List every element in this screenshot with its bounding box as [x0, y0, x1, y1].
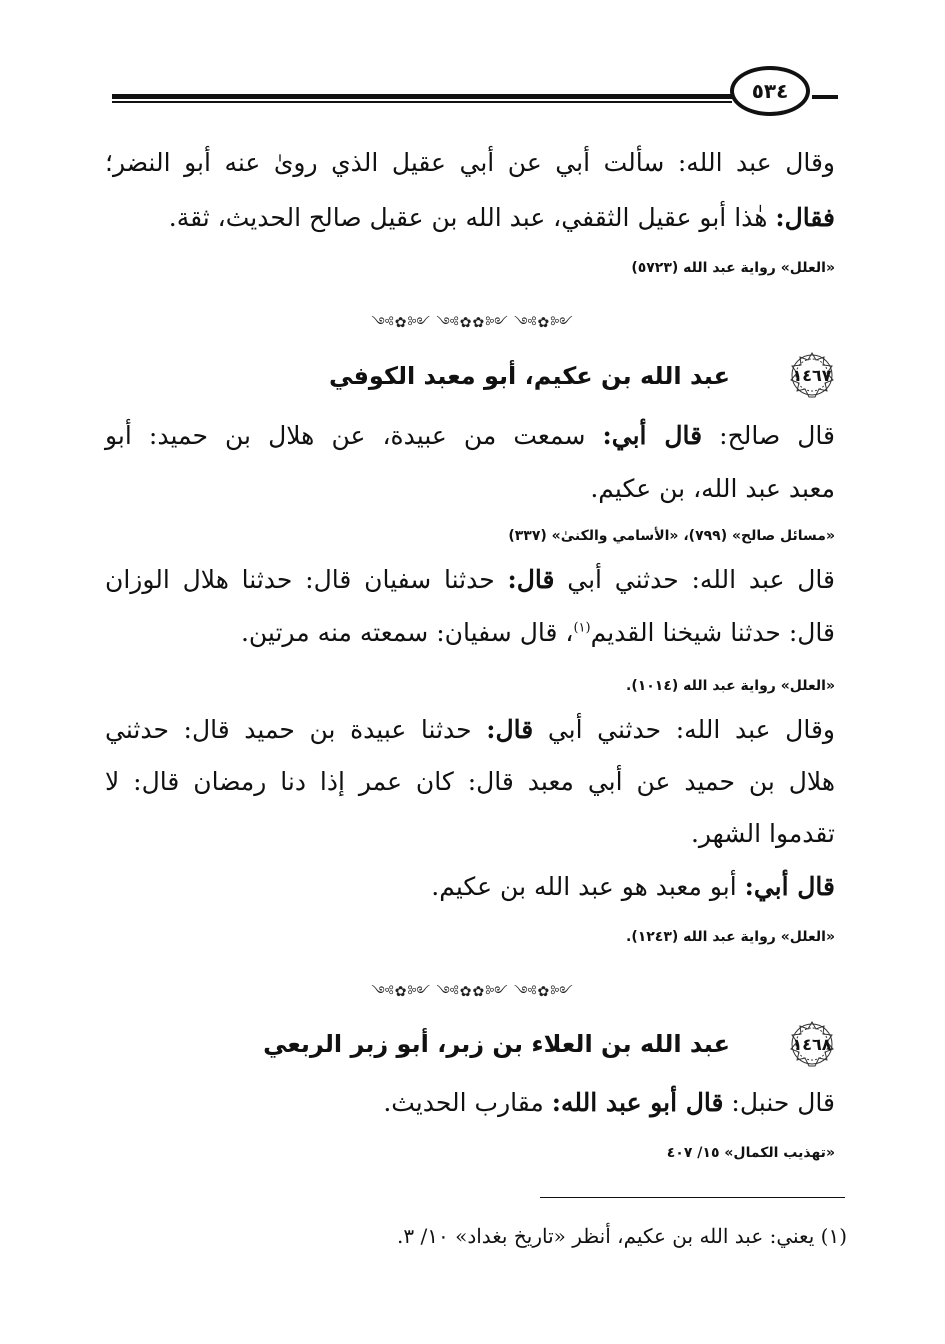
header-rule-thin: [112, 101, 732, 103]
source-citation: «العلل» رواية عبد الله (١٢٤٣).: [626, 929, 835, 945]
text-line: [431, 872, 835, 901]
text-span: هٰذا أبو عقيل الثقفي، عبد الله بن عقيل صالح الحديث، ثقة.: [168, 203, 776, 232]
text-line: [105, 565, 835, 594]
source-citation: «العلل» رواية عبد الله (٥٧٢٣): [631, 260, 835, 276]
section-ornament: ༺✿༻ ༺✿✿༻ ༺✿༻: [371, 315, 574, 331]
footnote-rule: [540, 1197, 845, 1198]
entry-number-badge: [782, 1021, 842, 1067]
section-ornament: ༺✿༻ ༺✿✿༻ ༺✿༻: [371, 984, 574, 1000]
source-citation: «مسائل صالح» (٧٩٩)، «الأسامي والكنىٰ» (٣٣٧): [508, 528, 835, 544]
text-span: قال: حدثنا شيخنا القديم: [590, 618, 835, 647]
text-span: قال عبد الله: حدثني أبي: [554, 565, 836, 594]
text-line: وقال عبد الله: سألت أبي عن أبي عقيل الذي روىٰ عنه أبو النضر؛: [105, 148, 835, 177]
entry-title: عبد الله بن العلاء بن زبر، أبو زبر الربعي: [263, 1030, 730, 1058]
text-line: معبد عبد الله، بن عكيم.: [590, 474, 835, 503]
text-line: [383, 1088, 835, 1117]
footnote: (١) يعني: عبد الله بن عكيم، أنظر «تاريخ بغداد» ١٠/ ٣.: [397, 1224, 847, 1248]
footnote-marker: (١): [573, 620, 591, 636]
text-span: مقارب الحديث.: [383, 1088, 552, 1117]
text-line: [105, 421, 835, 450]
text-line: تقدموا الشهر.: [690, 819, 835, 848]
page-number: ٥٣٤: [730, 66, 810, 116]
bold-phrase: قال أبي:: [744, 872, 835, 901]
text-span: حدثنا سفيان قال: حدثنا هلال الوزان: [105, 565, 508, 594]
bold-phrase: قال أبي:: [602, 421, 703, 450]
header-rule-tail: [812, 95, 838, 99]
text-span: ، قال سفيان: سمعته منه مرتين.: [240, 618, 574, 647]
bold-phrase: قال:: [486, 715, 534, 744]
bold-phrase: فقال:: [775, 203, 835, 232]
text-line: [105, 715, 835, 744]
source-citation: «العلل» رواية عبد الله (١٠١٤).: [626, 678, 835, 694]
text-span: وقال عبد الله: حدثني أبي: [533, 715, 835, 744]
bold-phrase: قال أبو عبد الله:: [551, 1088, 724, 1117]
entry-number-badge: [782, 352, 842, 398]
text-span: حدثنا عبيدة بن حميد قال: حدثني: [105, 715, 487, 744]
text-line: [241, 618, 835, 647]
entry-title: عبد الله بن عكيم، أبو معبد الكوفي: [328, 362, 730, 390]
text-span: أبو معبد هو عبد الله بن عكيم.: [431, 872, 745, 901]
text-span: قال حنبل:: [723, 1088, 835, 1117]
entry-number: ١٤٦٨: [792, 1034, 832, 1054]
text-span: سمعت من عبيدة، عن هلال بن حميد: أبو: [105, 421, 603, 450]
source-citation: «تهذيب الكمال» ١٥/ ٤٠٧: [666, 1145, 835, 1161]
text-line: [169, 203, 835, 232]
header-rule: [112, 94, 732, 99]
text-line: هلال بن حميد عن أبي معبد قال: كان عمر إذا دنا رمضان قال: لا: [105, 767, 835, 796]
entry-number: ١٤٦٧: [792, 365, 832, 385]
text-span: قال صالح:: [702, 421, 836, 450]
bold-phrase: قال:: [507, 565, 555, 594]
